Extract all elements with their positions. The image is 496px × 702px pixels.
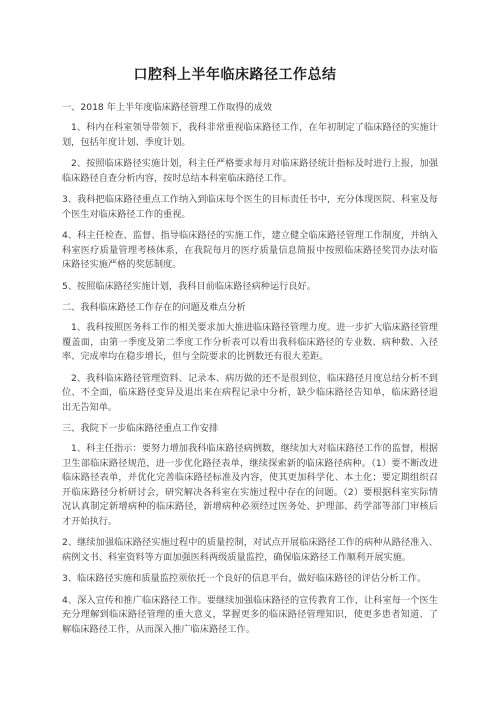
paragraph: 2、继续加强临床路径实施过程中的质量控制，对试点开展临床路径工作的病种从路径准入、病例文书、科室资料等方面加强医科两级质量监控，确保临床路径工作顺利开展实施。 (62, 537, 438, 563)
paragraph: 4、深入宣传和推广临床路径工作。要继续加强临床路径的宣传教育工作，让科室每一个医生充分理解到临床路径管理的重大意义，掌握更多的临床路径管理知识，使更多患者知道、了解临床路径工作，从而深入推广临床路径工作。 (62, 594, 438, 635)
section-heading-2: 二、我科临床路径工作存在的问题及难点分析 (62, 302, 246, 313)
paragraph: 4、科主任检查、监督、指导临床路径的实施工作，建立健全临床路径管理工作制度，并纳入科室医疗质量管理考核体系，在我院每月的医疗质量信息简报中按照临床路径奖罚办法对临床路径实施严格的奖惩制度。 (62, 230, 438, 270)
paragraph: 3、临床路径实施和质量监控须依托一个良好的信息平台，做好临床路径的评估分析工作。 (62, 573, 427, 584)
paragraph: 1、科内在科室领导带领下，我科非常重视临床路径工作，在年初制定了临床路径的实施计划，包括年度计划、季度计划。 (62, 122, 438, 148)
section-heading-1: 一、2018 年上半年度临床路径管理工作取得的成效 (62, 102, 273, 113)
document-title: 口腔科上半年临床路径工作总结 (133, 67, 337, 83)
paragraph: 5、按照临床路径实施计划，我科目前临床路径病种运行良好。 (62, 280, 316, 292)
section-heading-3: 三、我院下一步临床路径重点工作安排 (62, 423, 219, 434)
paragraph: 1、我科按照医务科工作的相关要求加大推进临床路径管理力度。进一步扩大临床路径管理覆盖面，由第一季度及第二季度工作分析表可以看出我科临床路径的专业数、病种数、入径率、完成率均在稳步增长，但与全院要求的比例数还有很大差距。 (62, 322, 438, 362)
paragraph: 2、我科临床路径管理资料、记录本、病历做的还不是很到位，临床路径月度总结分析不到位、不全面，临床路径变异及退出来在病程记录中分析，缺少临床路径告知单，临床路径退出无告知单。 (62, 372, 438, 413)
paragraph: 1、科主任指示：要努力增加我科临床路径病例数，继续加大对临床路径工作的监督，根据卫生部临床路径规范，进一步优化路径表单，继续探索新的临床路径病种。（1）要不断改进临床路径表单，并优化完善临床路径标准及内容，使其更加科学化、本土化；要定期组织召开临床路径分析研讨会，研究解决各科室在实施过程中存在的问题。（2）要根据科室实际情况认真制定新增病种的临床路径，新增病种必须经过医务处、护理部、药学部等部门审核后才开始执行。 (62, 443, 438, 527)
paragraph: 3、我科把临床路径重点工作纳入到临床每个医生的目标责任书中，充分体现医院、科室及每个医生对临床路径工作的重视。 (62, 194, 438, 220)
paragraph: 2、按照临床路径实施计划，科主任严格要求每月对临床路径统计指标及时进行上报，加强临床路径自查分析内容，按时总结本科室临床路径工作。 (62, 158, 438, 184)
